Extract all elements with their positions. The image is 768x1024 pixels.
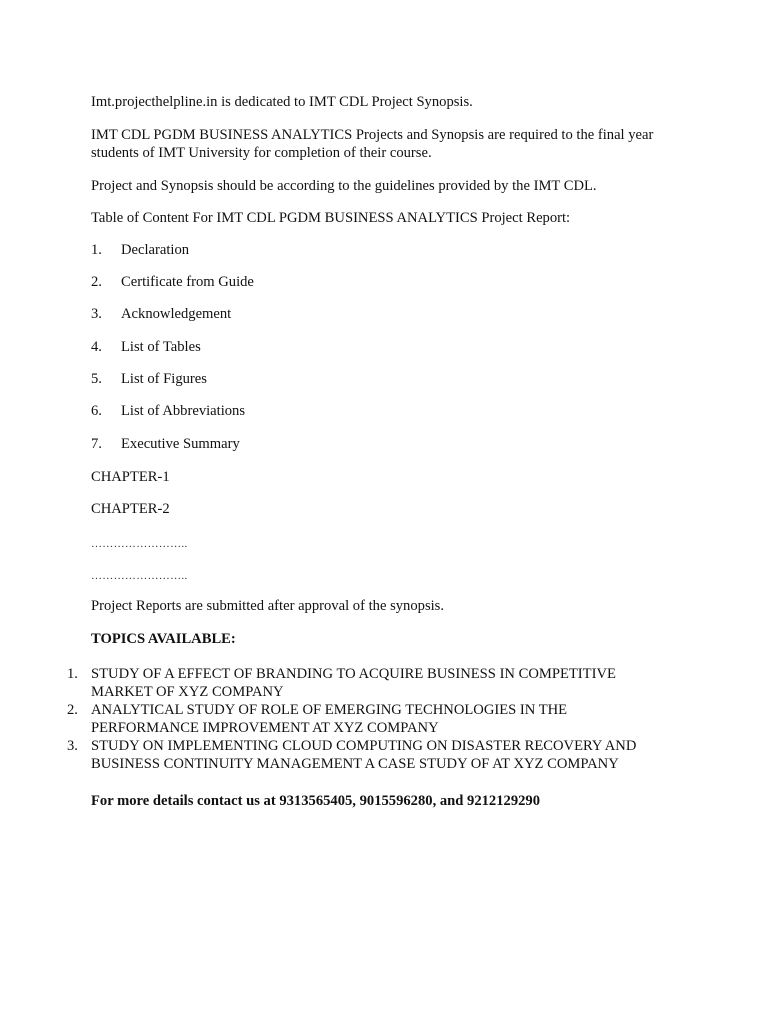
toc-number: 6. — [91, 403, 102, 419]
ellipsis-line: …………………….. — [91, 570, 188, 582]
submission-note: Project Reports are submitted after approval of the synopsis. — [91, 598, 445, 614]
contact-line: For more details contact us at 9313565405, 9015596280, and 9212129290 — [91, 793, 541, 809]
toc-number: 3. — [91, 306, 102, 322]
toc-number: 4. — [91, 339, 102, 355]
toc-number: 1. — [91, 242, 102, 258]
toc-number: 7. — [91, 436, 102, 452]
topic-item-branding: STUDY OF A EFFECT OF BRANDING TO ACQUIRE BUSINESS IN COMPETITIVE MARKET OF XYZ COMPANY — [91, 666, 616, 700]
topic-item-emerging-technologies: ANALYTICAL STUDY OF ROLE OF EMERGING TECHNOLOGIES IN THE PERFORMANCE IMPROVEMENT AT XYZ COMPANY — [91, 702, 568, 736]
intro-line-2: IMT CDL PGDM BUSINESS ANALYTICS Projects and Synopsis are required to the final year students of IMT University for completion of their course. — [91, 127, 654, 161]
intro-line-3: Project and Synopsis should be according to the guidelines provided by the IMT CDL. — [91, 178, 597, 194]
toc-item-certificate: Certificate from Guide — [121, 274, 254, 290]
topic-number: 2. — [67, 702, 78, 718]
toc-item-declaration: Declaration — [121, 242, 190, 258]
chapter-1-heading: CHAPTER-1 — [91, 469, 170, 485]
toc-heading: Table of Content For IMT CDL PGDM BUSINESS ANALYTICS Project Report: — [91, 210, 571, 226]
intro-line-1: Imt.projecthelpline.in is dedicated to IMT CDL Project Synopsis. — [91, 94, 473, 110]
toc-item-list-of-tables: List of Tables — [121, 339, 201, 355]
toc-item-acknowledgement: Acknowledgement — [121, 306, 232, 322]
toc-item-list-of-abbreviations: List of Abbreviations — [121, 403, 246, 419]
toc-item-executive-summary: Executive Summary — [121, 436, 240, 452]
toc-number: 5. — [91, 371, 102, 387]
ellipsis-line: …………………….. — [91, 538, 188, 550]
toc-item-list-of-figures: List of Figures — [121, 371, 207, 387]
toc-number: 2. — [91, 274, 102, 290]
topic-item-cloud-computing: STUDY ON IMPLEMENTING CLOUD COMPUTING ON DISASTER RECOVERY AND BUSINESS CONTINUITY MANAGEMENT A CASE STUDY OF AT XYZ COMPANY — [91, 738, 637, 772]
topic-number: 1. — [67, 666, 78, 682]
topic-number: 3. — [67, 738, 78, 754]
chapter-2-heading: CHAPTER-2 — [91, 501, 170, 517]
topics-heading: TOPICS AVAILABLE: — [91, 631, 236, 647]
